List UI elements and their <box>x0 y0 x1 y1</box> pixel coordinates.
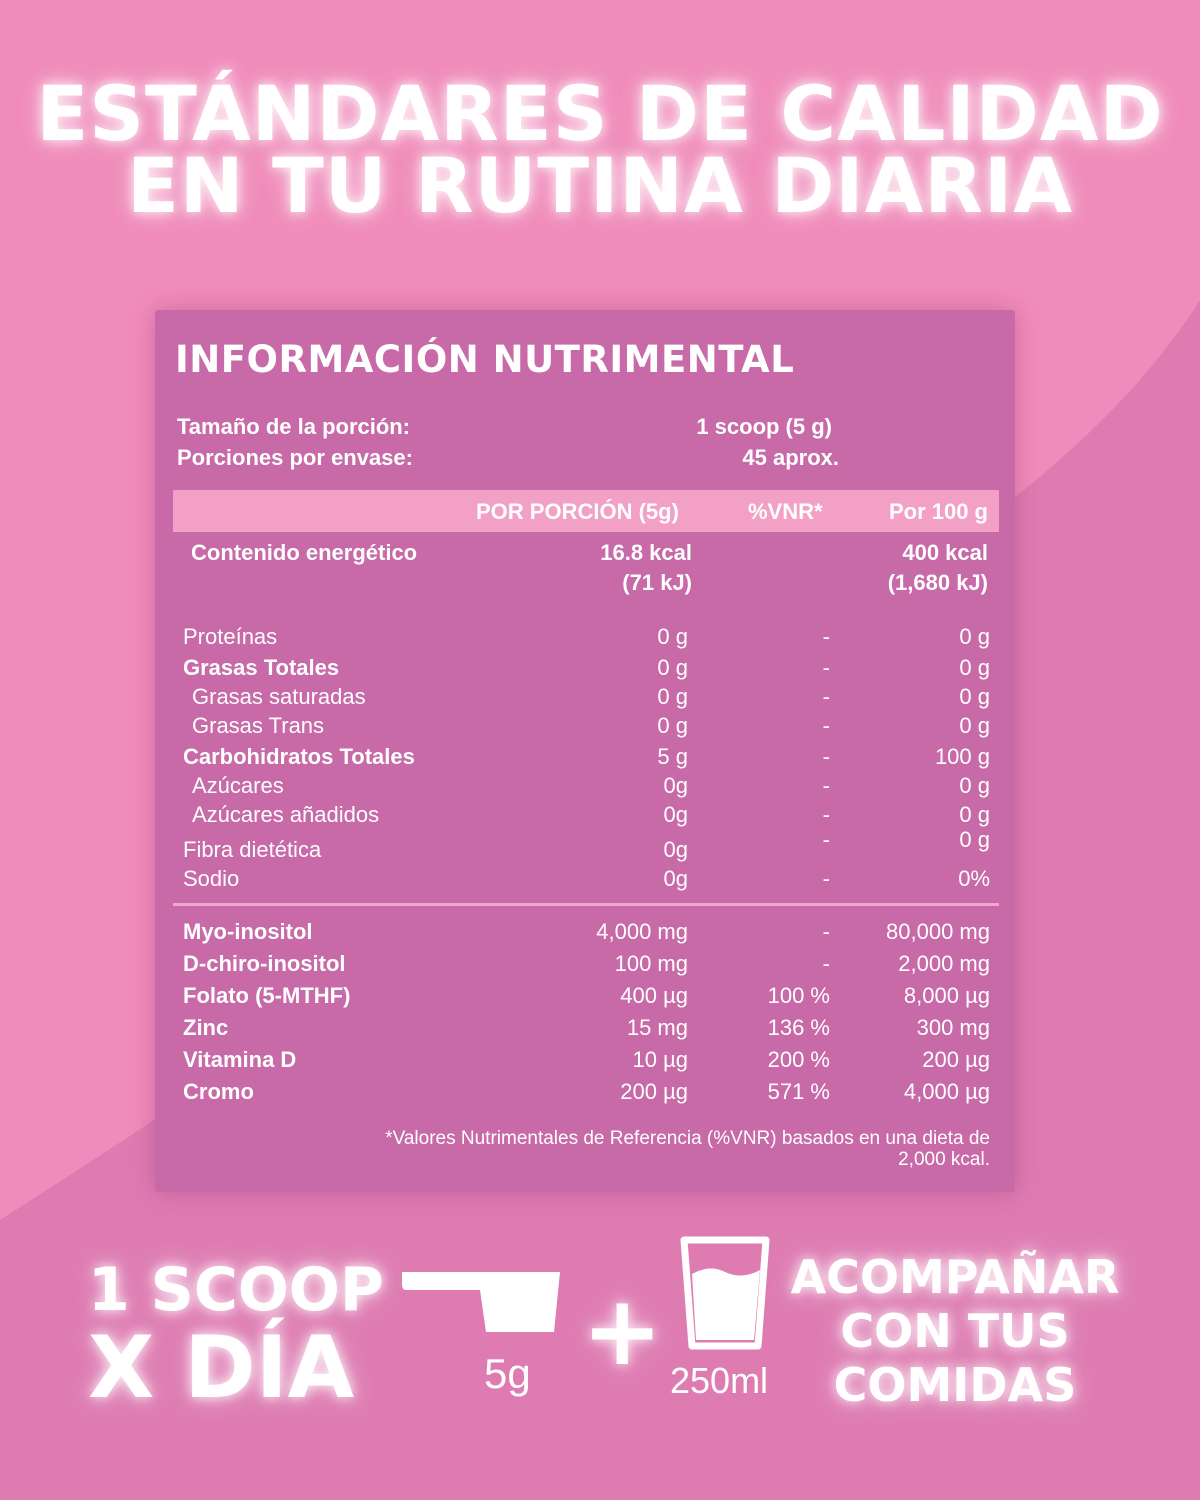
nutrient-name: Azúcares añadidos <box>192 802 380 827</box>
headline-line-2: EN TU RUTINA DIARIA <box>126 141 1074 230</box>
nutrient-vnr: - <box>822 802 830 827</box>
panel-title: INFORMACIÓN NUTRIMENTAL <box>175 338 795 381</box>
energy-per-serving-kj: (71 kJ) <box>622 570 692 595</box>
nutrient-name: Carbohidratos Totales <box>183 744 415 769</box>
dosage-line-1: 1 SCOOP <box>88 1255 384 1325</box>
nutrient-row <box>155 866 1015 896</box>
active-per-100g: 300 mg <box>916 1015 990 1040</box>
active-per-serving: 400 µg <box>620 983 688 1008</box>
nutrient-vnr: - <box>822 827 830 852</box>
nutrient-name: Sodio <box>183 866 240 891</box>
nutrient-per-serving: 0 g <box>657 655 688 680</box>
nutrient-vnr: - <box>822 655 830 680</box>
nutrient-vnr: - <box>822 773 830 798</box>
column-per-serving: POR PORCIÓN (5g) <box>476 499 679 524</box>
active-per-serving: 15 mg <box>626 1015 688 1040</box>
nutrient-row <box>155 827 1015 867</box>
nutrient-per-100g: 0 g <box>959 802 990 827</box>
accompany-line-1: ACOMPAÑAR <box>790 1250 1120 1304</box>
nutrient-per-100g: 0 g <box>959 773 990 798</box>
active-name: Cromo <box>183 1079 254 1104</box>
nutrient-name: Azúcares <box>192 773 284 798</box>
nutrient-per-100g: 100 g <box>934 744 990 769</box>
headline <box>0 69 1200 230</box>
energy-per-serving-kcal: 16.8 kcal <box>600 540 692 565</box>
nutrient-per-serving: 0 g <box>657 624 688 649</box>
nutrient-row <box>155 773 1015 803</box>
active-per-serving: 10 µg <box>632 1047 688 1072</box>
energy-per-100g-kcal: 400 kcal <box>902 540 988 565</box>
nutrient-name: Fibra dietética <box>183 837 322 862</box>
active-name: Zinc <box>183 1015 229 1040</box>
active-name: D-chiro-inositol <box>183 951 346 976</box>
water-glass-icon <box>680 1236 770 1350</box>
servings-label: Porciones por envase: <box>177 445 413 470</box>
headline-line-1: ESTÁNDARES DE CALIDAD <box>36 69 1164 158</box>
energy-name: Contenido energético <box>191 540 418 565</box>
nutrient-name: Grasas saturadas <box>192 684 366 709</box>
nutrient-per-serving: 0 g <box>657 684 688 709</box>
active-name: Vitamina D <box>183 1047 297 1072</box>
active-row <box>155 983 1015 1013</box>
active-vnr: 136 % <box>767 1015 830 1040</box>
active-per-100g: 80,000 mg <box>886 919 990 944</box>
active-row <box>155 1079 1015 1109</box>
nutrient-row <box>155 655 1015 685</box>
serving-size-label: Tamaño de la porción: <box>177 414 411 439</box>
plus-sign: + <box>582 1275 663 1387</box>
active-per-serving: 100 mg <box>614 951 688 976</box>
nutrient-per-100g: 0 g <box>959 827 990 852</box>
nutrient-row <box>155 802 1015 832</box>
active-name: Folato (5-MTHF) <box>183 983 351 1008</box>
footnote-line-1: *Valores Nutrimentales de Referencia (%VNR) basados en una dieta de <box>385 1128 990 1149</box>
column-vnr: %VNR* <box>748 499 823 524</box>
accompany-line-3: COMIDAS <box>833 1358 1077 1412</box>
nutrient-name: Proteínas <box>183 624 278 649</box>
nutrient-per-serving: 0g <box>663 802 688 827</box>
nutrient-per-100g: 0 g <box>959 713 990 738</box>
nutrient-vnr: - <box>822 713 830 738</box>
nutrient-per-100g: 0% <box>958 866 990 891</box>
scoop-amount: 5g <box>484 1350 531 1397</box>
water-amount: 250ml <box>670 1360 769 1401</box>
active-row <box>155 919 1015 949</box>
active-vnr: 571 % <box>767 1079 830 1104</box>
active-vnr: - <box>822 919 830 944</box>
nutrient-vnr: - <box>822 744 830 769</box>
active-row <box>155 951 1015 981</box>
active-per-100g: 8,000 µg <box>903 983 990 1008</box>
nutrient-name: Grasas Totales <box>183 655 340 680</box>
nutrient-row <box>155 684 1015 714</box>
active-per-serving: 200 µg <box>620 1079 688 1104</box>
accompany-text <box>790 1250 1120 1412</box>
active-name: Myo-inositol <box>183 919 313 944</box>
nutrient-row <box>155 713 1015 743</box>
section-divider <box>173 903 999 906</box>
nutrient-per-100g: 0 g <box>959 684 990 709</box>
active-vnr: 200 % <box>767 1047 830 1072</box>
nutrient-vnr: - <box>822 624 830 649</box>
nutrient-vnr: - <box>822 684 830 709</box>
dosage-line-2: X DÍA <box>88 1318 355 1418</box>
nutrient-vnr: - <box>822 866 830 891</box>
servings-value: 45 aprox. <box>742 445 839 470</box>
nutrient-per-100g: 0 g <box>959 655 990 680</box>
vnr-footnote <box>190 1128 990 1170</box>
nutrient-per-serving: 0g <box>663 837 688 862</box>
active-per-100g: 200 µg <box>922 1047 990 1072</box>
nutrient-row <box>155 744 1015 774</box>
nutrient-per-100g: 0 g <box>959 624 990 649</box>
active-per-serving: 4,000 mg <box>596 919 688 944</box>
nutrition-panel <box>155 310 1015 1192</box>
nutrient-row <box>155 624 1015 654</box>
column-per-100g: Por 100 g <box>888 499 988 524</box>
active-per-100g: 2,000 mg <box>898 951 990 976</box>
nutrient-per-serving: 0 g <box>657 713 688 738</box>
column-header-bar <box>173 490 999 532</box>
nutrient-per-serving: 0g <box>663 866 688 891</box>
active-row <box>155 1015 1015 1045</box>
nutrient-name: Grasas Trans <box>192 713 325 738</box>
active-per-100g: 4,000 µg <box>903 1079 990 1104</box>
active-vnr: - <box>822 951 830 976</box>
scoop-icon <box>400 1268 562 1336</box>
accompany-line-2: CON TUS <box>840 1304 1070 1358</box>
energy-per-100g-kj: (1,680 kJ) <box>887 570 988 595</box>
active-vnr: 100 % <box>767 983 830 1008</box>
nutrient-per-serving: 0g <box>663 773 688 798</box>
nutrient-per-serving: 5 g <box>657 744 688 769</box>
active-row <box>155 1047 1015 1077</box>
serving-size-value: 1 scoop (5 g) <box>696 414 832 439</box>
footnote-line-2: 2,000 kcal. <box>898 1149 990 1170</box>
